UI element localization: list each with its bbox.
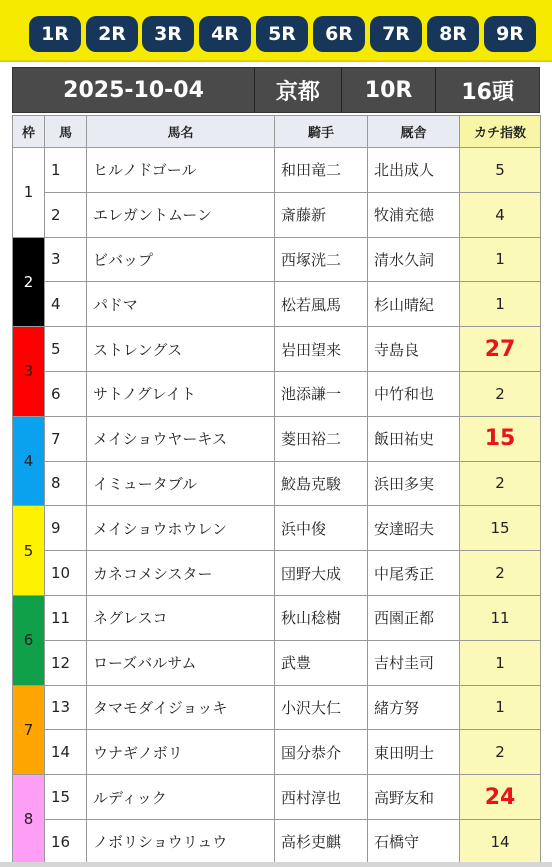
table-row[interactable] (13, 775, 541, 820)
table-row[interactable] (13, 506, 541, 551)
kachi-index-cell: 1 (460, 237, 541, 282)
trainer-cell: 清水久詞 (368, 237, 460, 282)
entry-table (12, 115, 541, 865)
jockey-cell: 高杉吏麒 (275, 819, 368, 864)
horse-name-cell[interactable]: ビバップ (87, 237, 275, 282)
trainer-cell: 吉村圭司 (368, 640, 460, 685)
horse-name-cell[interactable]: イミュータブル (87, 461, 275, 506)
horse-name-cell[interactable]: メイショウヤーキス (87, 416, 275, 461)
table-row[interactable] (13, 730, 541, 775)
horse-name-cell[interactable]: ストレングス (87, 327, 275, 372)
kachi-index-cell: 5 (460, 148, 541, 193)
trainer-cell: 寺島良 (368, 327, 460, 372)
horse-name-cell[interactable]: ネグレスコ (87, 595, 275, 640)
kachi-index-cell: 11 (460, 595, 541, 640)
trainer-cell: 中尾秀正 (368, 551, 460, 596)
horse-name-cell[interactable]: エレガントムーン (87, 192, 275, 237)
horse-number-cell: 5 (45, 327, 87, 372)
kachi-index-cell: 27 (460, 327, 541, 372)
jockey-cell: 和田竜二 (275, 148, 368, 193)
horse-name-cell[interactable]: メイショウホウレン (87, 506, 275, 551)
table-row[interactable] (13, 282, 541, 327)
kachi-index-cell: 15 (460, 506, 541, 551)
horse-number-cell: 4 (45, 282, 87, 327)
kachi-index-cell: 2 (460, 551, 541, 596)
horse-number-cell: 13 (45, 685, 87, 730)
horse-name-cell[interactable]: カネコメシスター (87, 551, 275, 596)
race-number: 10R (342, 68, 437, 112)
race-tab-6[interactable]: 6R (313, 16, 365, 52)
race-info-bar (12, 67, 540, 113)
jockey-cell: 秋山稔樹 (275, 595, 368, 640)
trainer-cell: 中竹和也 (368, 371, 460, 416)
bottom-edge (0, 862, 552, 867)
jockey-cell: 松若風馬 (275, 282, 368, 327)
kachi-index-cell: 2 (460, 371, 541, 416)
table-row[interactable] (13, 327, 541, 372)
race-tab-8[interactable]: 8R (427, 16, 479, 52)
frame-number-cell: 8 (13, 775, 45, 865)
table-row[interactable] (13, 371, 541, 416)
kachi-index-cell: 2 (460, 730, 541, 775)
horse-number-cell: 12 (45, 640, 87, 685)
jockey-cell: 岩田望来 (275, 327, 368, 372)
jockey-cell: 浜中俊 (275, 506, 368, 551)
jockey-cell: 西塚洸二 (275, 237, 368, 282)
header-umaban: 馬 (45, 116, 87, 148)
horse-number-cell: 14 (45, 730, 87, 775)
kachi-index-cell: 4 (460, 192, 541, 237)
race-course: 京都 (255, 68, 342, 112)
header-horse-name: 馬名 (87, 116, 275, 148)
race-tab-9[interactable]: 9R (484, 16, 536, 52)
kachi-index-cell: 1 (460, 640, 541, 685)
table-row[interactable] (13, 192, 541, 237)
header-jockey: 騎手 (275, 116, 368, 148)
trainer-cell: 石橋守 (368, 819, 460, 864)
horse-number-cell: 7 (45, 416, 87, 461)
race-tab-4[interactable]: 4R (199, 16, 251, 52)
jockey-cell: 武豊 (275, 640, 368, 685)
horse-name-cell[interactable]: パドマ (87, 282, 275, 327)
table-row[interactable] (13, 416, 541, 461)
race-tab-1[interactable]: 1R (29, 16, 81, 52)
kachi-index-cell: 1 (460, 685, 541, 730)
horse-number-cell: 8 (45, 461, 87, 506)
frame-number-cell: 2 (13, 237, 45, 327)
race-tab-2[interactable]: 2R (86, 16, 138, 52)
trainer-cell: 緒方努 (368, 685, 460, 730)
horse-name-cell[interactable]: ウナギノボリ (87, 730, 275, 775)
header-kachi-index: カチ指数 (460, 116, 541, 148)
trainer-cell: 高野友和 (368, 775, 460, 820)
horse-number-cell: 1 (45, 148, 87, 193)
jockey-cell: 鮫島克駿 (275, 461, 368, 506)
trainer-cell: 杉山晴紀 (368, 282, 460, 327)
race-head-count: 16頭 (461, 79, 514, 105)
table-row[interactable] (13, 685, 541, 730)
trainer-cell: 浜田多実 (368, 461, 460, 506)
frame-number-cell: 4 (13, 416, 45, 506)
header-trainer: 厩舎 (368, 116, 460, 148)
trainer-cell: 牧浦充徳 (368, 192, 460, 237)
horse-number-cell: 16 (45, 819, 87, 864)
jockey-cell: 小沢大仁 (275, 685, 368, 730)
jockey-cell: 斎藤新 (275, 192, 368, 237)
race-tab-bar (0, 0, 552, 62)
trainer-cell: 飯田祐史 (368, 416, 460, 461)
horse-name-cell[interactable]: ルディック (87, 775, 275, 820)
jockey-cell: 団野大成 (275, 551, 368, 596)
table-row[interactable] (13, 551, 541, 596)
horse-name-cell[interactable]: タマモダイジョッキ (87, 685, 275, 730)
table-header-row (13, 116, 541, 148)
kachi-index-cell: 2 (460, 461, 541, 506)
frame-number-cell: 3 (13, 327, 45, 417)
horse-name-cell[interactable]: ローズバルサム (87, 640, 275, 685)
kachi-index-cell: 15 (460, 416, 541, 461)
horse-number-cell: 3 (45, 237, 87, 282)
kachi-index-cell: 14 (460, 819, 541, 864)
horse-name-cell[interactable]: サトノグレイト (87, 371, 275, 416)
race-tab-3[interactable]: 3R (142, 16, 194, 52)
jockey-cell: 菱田裕二 (275, 416, 368, 461)
jockey-cell: 国分恭介 (275, 730, 368, 775)
horse-number-cell: 11 (45, 595, 87, 640)
table-row[interactable] (13, 148, 541, 193)
horse-number-cell: 2 (45, 192, 87, 237)
frame-number-cell: 6 (13, 595, 45, 685)
frame-number-cell: 1 (13, 148, 45, 238)
table-row[interactable] (13, 819, 541, 864)
table-row[interactable] (13, 237, 541, 282)
trainer-cell: 安達昭夫 (368, 506, 460, 551)
horse-number-cell: 9 (45, 506, 87, 551)
jockey-cell: 西村淳也 (275, 775, 368, 820)
race-tab-7[interactable]: 7R (370, 16, 422, 52)
horse-number-cell: 10 (45, 551, 87, 596)
table-row[interactable] (13, 595, 541, 640)
kachi-index-cell: 1 (460, 282, 541, 327)
table-row[interactable] (13, 640, 541, 685)
kachi-index-cell: 24 (460, 775, 541, 820)
horse-number-cell: 15 (45, 775, 87, 820)
frame-number-cell: 5 (13, 506, 45, 596)
trainer-cell: 東田明士 (368, 730, 460, 775)
frame-number-cell: 7 (13, 685, 45, 775)
jockey-cell: 池添謙一 (275, 371, 368, 416)
trainer-cell: 西園正都 (368, 595, 460, 640)
header-waku: 枠 (13, 116, 45, 148)
horse-number-cell: 6 (45, 371, 87, 416)
trainer-cell: 北出成人 (368, 148, 460, 193)
race-date: 2025-10-04 (13, 68, 255, 112)
table-row[interactable] (13, 461, 541, 506)
race-tab-5[interactable]: 5R (256, 16, 308, 52)
horse-name-cell[interactable]: ヒルノドゴール (87, 148, 275, 193)
horse-name-cell[interactable]: ノボリショウリュウ (87, 819, 275, 864)
